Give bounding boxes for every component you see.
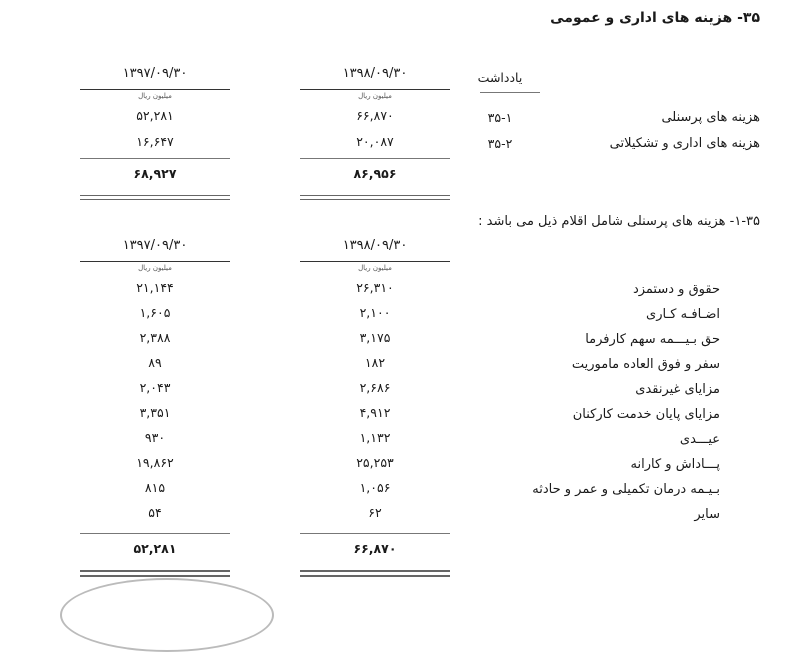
subtotal-rule	[300, 158, 450, 159]
col1-header-rule	[300, 261, 450, 262]
row-label: سفر و فوق العاده ماموریت	[571, 357, 720, 372]
value-cell: ۳,۳۵۱	[139, 405, 171, 420]
value-cell: ۲,۳۸۸	[139, 330, 171, 345]
page-title: ۳۵- هزینه های اداری و عمومی	[550, 10, 760, 26]
value-cell: ۲۱,۱۴۴	[136, 280, 174, 295]
value-cell: ۴,۹۱۲	[359, 405, 391, 420]
value-cell: ۶۲	[368, 505, 382, 520]
value-cell: ۱۹,۸۶۲	[136, 455, 174, 470]
section-subtitle: ۱-۳۵- هزینه های پرسنلی شامل اقلام ذیل می باشد :	[478, 214, 760, 229]
col2-date: ۱۳۹۷/۰۹/۳۰	[122, 66, 188, 81]
col1-unit: میلیون ریال	[358, 92, 392, 100]
value-cell: ۲,۰۴۳	[139, 380, 171, 395]
section1-total-col1: ۸۶,۹۵۶	[353, 166, 397, 181]
col2-unit: میلیون ریال	[138, 264, 172, 272]
value-cell: ۲,۶۸۶	[359, 380, 391, 395]
col1-date: ۱۳۹۸/۰۹/۳۰	[342, 238, 408, 253]
total-double-rule	[80, 570, 230, 577]
row-label: حق بـیـــمه سهم کارفرما	[585, 332, 720, 347]
stamp-seal	[60, 578, 274, 652]
col2-header-rule	[80, 261, 230, 262]
col1-header-rule	[300, 89, 450, 90]
section2-total-col2: ۵۲,۲۸۱	[133, 541, 177, 556]
row-label: سایر	[694, 507, 720, 522]
row-label: مزایای پایان خدمت کارکنان	[572, 407, 720, 422]
value-cell: ۵۴	[148, 505, 162, 520]
subtotal-rule	[300, 533, 450, 534]
row-label: هزینه های اداری و تشکیلاتی	[609, 136, 760, 151]
col1-unit: میلیون ریال	[358, 264, 392, 272]
total-double-rule	[80, 195, 230, 200]
total-double-rule	[300, 570, 450, 577]
row-label: هزینه های پرسنلی	[661, 110, 760, 125]
row-label: پـــاداش و کارانه	[630, 457, 720, 472]
col2-header-rule	[80, 89, 230, 90]
value-cell: ۲۵,۲۵۳	[356, 455, 394, 470]
row-label: مزایای غیرنقدی	[635, 382, 720, 397]
note-header: یادداشت	[477, 70, 523, 85]
col2-unit: میلیون ریال	[138, 92, 172, 100]
row-label: عیـــدی	[679, 432, 720, 447]
subtotal-rule	[80, 158, 230, 159]
section2-total-col1: ۶۶,۸۷۰	[353, 541, 397, 556]
total-double-rule	[300, 195, 450, 200]
value-cell: ۸۹	[148, 355, 162, 370]
value-cell: ۵۲,۲۸۱	[136, 108, 174, 123]
value-cell: ۱,۰۵۶	[359, 480, 391, 495]
row-label: حقوق و دستمزد	[632, 282, 720, 297]
value-cell: ۱,۶۰۵	[139, 305, 171, 320]
value-cell: ۹۳۰	[144, 430, 166, 445]
note-cell: ۳۵-۲	[487, 136, 513, 151]
row-label: اضـافـه کـاری	[646, 307, 720, 322]
value-cell: ۸۱۵	[144, 480, 166, 495]
col2-date: ۱۳۹۷/۰۹/۳۰	[122, 238, 188, 253]
note-header-rule	[480, 92, 540, 93]
row-label: بـیـمه درمان تکمیلی و عمر و حادثه	[532, 482, 720, 497]
note-cell: ۳۵-۱	[487, 110, 513, 125]
subtotal-rule	[80, 533, 230, 534]
value-cell: ۱,۱۳۲	[359, 430, 391, 445]
value-cell: ۳,۱۷۵	[359, 330, 391, 345]
section1-total-col2: ۶۸,۹۲۷	[133, 166, 177, 181]
value-cell: ۶۶,۸۷۰	[356, 108, 394, 123]
value-cell: ۱۸۲	[364, 355, 386, 370]
value-cell: ۱۶,۶۴۷	[136, 134, 174, 149]
col1-date: ۱۳۹۸/۰۹/۳۰	[342, 66, 408, 81]
value-cell: ۲۶,۳۱۰	[356, 280, 394, 295]
value-cell: ۲۰,۰۸۷	[356, 134, 394, 149]
value-cell: ۲,۱۰۰	[359, 305, 391, 320]
